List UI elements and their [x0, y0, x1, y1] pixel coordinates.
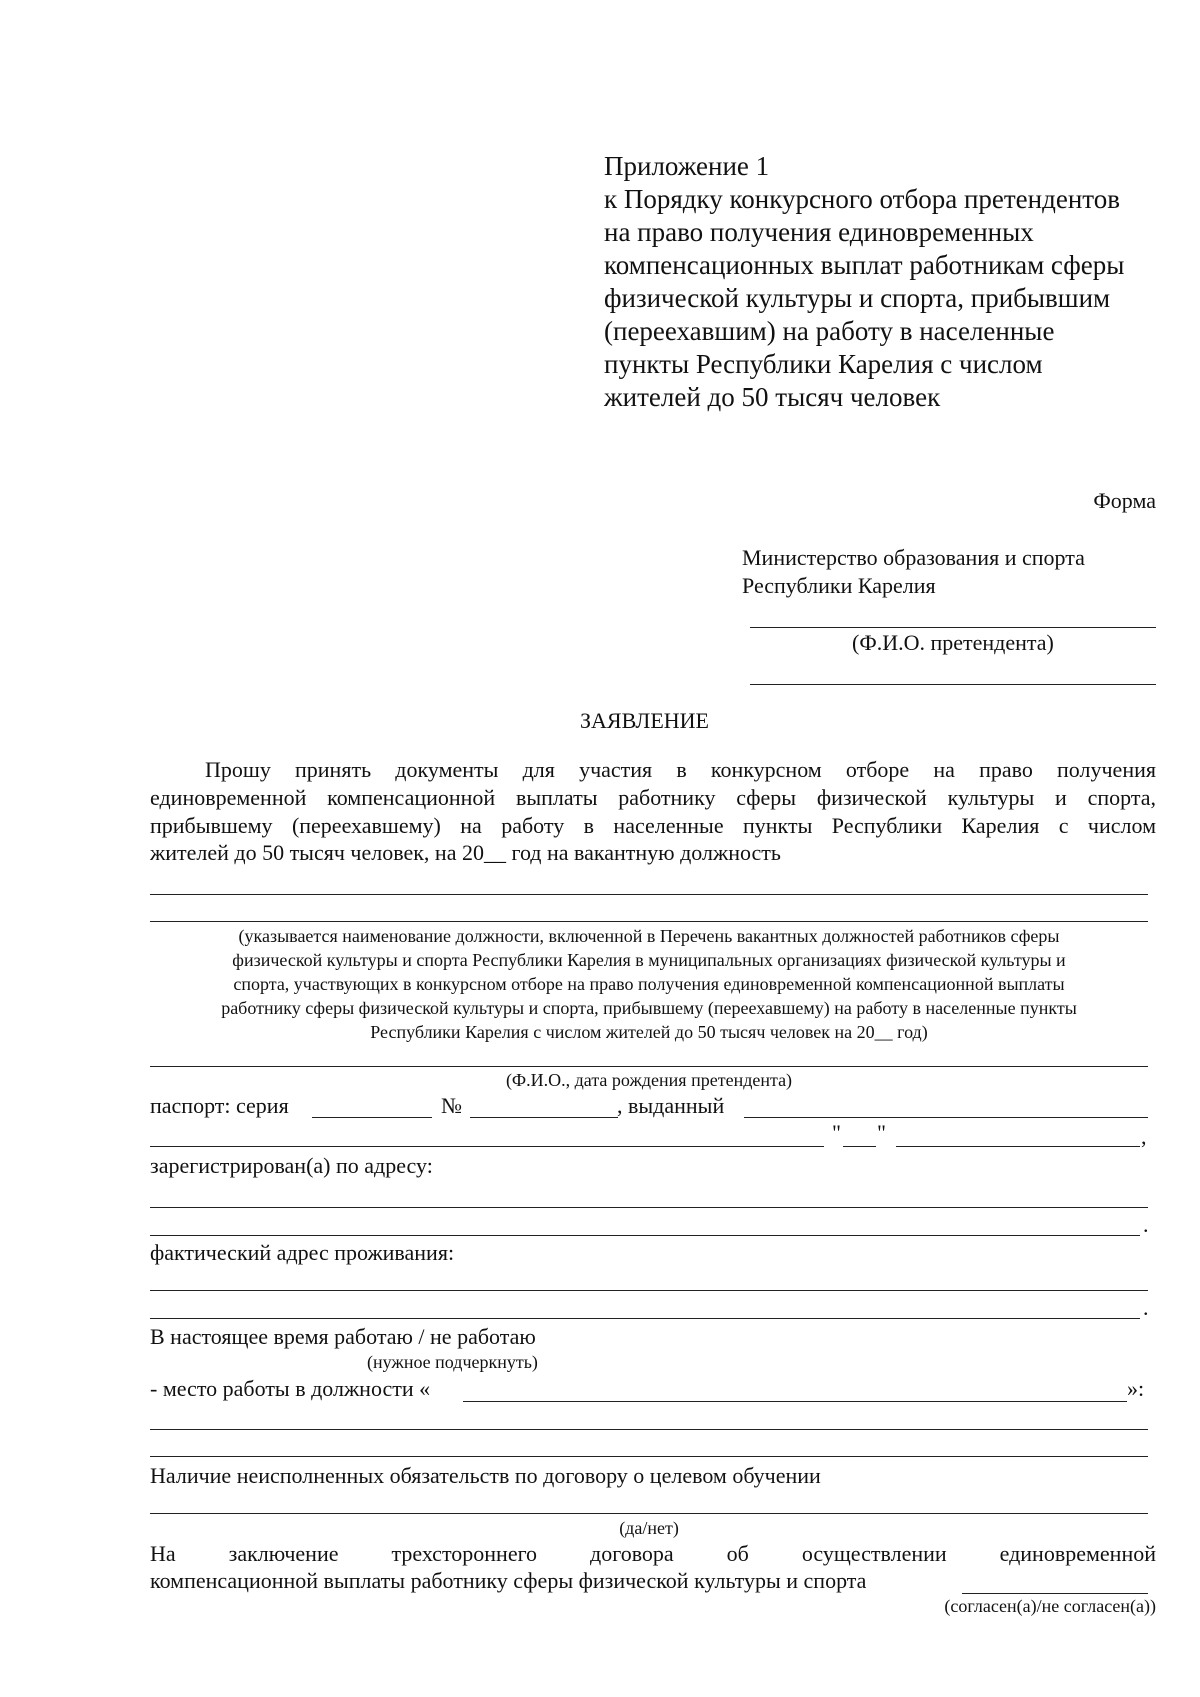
comma: ,: [1141, 1124, 1147, 1149]
fio-dob-caption: (Ф.И.О., дата рождения претендента): [505, 1070, 793, 1090]
agreement-field[interactable]: [962, 1593, 1148, 1594]
issue-day-field[interactable]: [843, 1146, 876, 1147]
underline-note: (нужное подчеркнуть): [367, 1352, 538, 1372]
position-note-line: Республики Карелия с числом жителей до 50 тысяч человек на 20__ год): [370, 1022, 928, 1042]
agreement-line-1: На заключение трехстороннего договора об осуществлении единовременной: [150, 1541, 1156, 1566]
work-status: В настоящее время работаю / не работаю: [150, 1324, 536, 1349]
appendix-line: на право получения единовременных: [604, 217, 1034, 247]
appendix-line: физической культуры и спорта, прибывшим: [604, 283, 1111, 313]
body-line-1: Прошу принять документы для участия в конкурсном отборе на право получения: [205, 757, 1156, 782]
fio-caption: (Ф.И.О. претендента): [852, 630, 1054, 655]
position-note-line: физической культуры и спорта Республики Карелия в муниципальных организациях физической культуры и: [232, 950, 1066, 970]
passport-number-field[interactable]: [470, 1117, 618, 1118]
period: .: [1143, 1295, 1149, 1320]
quote-open: ": [832, 1120, 841, 1145]
passport-issued-field-2[interactable]: [150, 1146, 824, 1147]
passport-issued-label: , выданный: [617, 1093, 725, 1118]
period: .: [1143, 1212, 1149, 1237]
actual-address-label: фактический адрес проживания:: [150, 1240, 455, 1265]
form-label: Форма: [1093, 488, 1156, 513]
appendix-line: к Порядку конкурсного отбора претендентов: [604, 184, 1120, 214]
agreement-line-2: компенсационной выплаты работнику сферы физической культуры и спорта: [150, 1568, 867, 1593]
body-line-3: прибывшему (переехавшему) на работу в населенные пункты Республики Карелия с числом: [150, 813, 1156, 838]
workplace-prefix: - место работы в должности «: [150, 1376, 431, 1401]
workplace-suffix: »:: [1127, 1376, 1145, 1401]
position-field-line-2[interactable]: [150, 921, 1148, 922]
passport-series-label: паспорт: серия: [150, 1093, 289, 1118]
obligations-field[interactable]: [150, 1513, 1148, 1514]
applicant-name-line-2[interactable]: [750, 684, 1156, 685]
workplace-line-2[interactable]: [150, 1429, 1148, 1430]
quote-close: ": [877, 1120, 886, 1145]
body-line-4: жителей до 50 тысяч человек, на 20__ год на вакантную должность: [150, 840, 781, 865]
addressee-line-1: Министерство образования и спорта: [742, 545, 1085, 570]
appendix-block: [604, 150, 1124, 414]
addressee-line-2: Республики Карелия: [742, 573, 936, 598]
registered-address-label: зарегистрирован(а) по адресу:: [150, 1153, 433, 1178]
workplace-line-3[interactable]: [150, 1456, 1148, 1457]
workplace-field[interactable]: [463, 1401, 1127, 1402]
position-note-line: спорта, участвующих в конкурсном отборе на право получения единовременной компенсационной выплаты: [233, 974, 1065, 994]
passport-series-field[interactable]: [312, 1117, 432, 1118]
passport-issued-field[interactable]: [744, 1117, 1148, 1118]
yes-no-caption: (да/нет): [619, 1518, 679, 1538]
fio-dob-field-line[interactable]: [150, 1066, 1148, 1067]
appendix-line: пункты Республики Карелия с числом: [604, 349, 1043, 379]
issue-month-year-field[interactable]: [896, 1146, 1140, 1147]
body-line-2: единовременной компенсационной выплаты работнику сферы физической культуры и спорта,: [150, 785, 1156, 810]
document-title: ЗАЯВЛЕНИЕ: [580, 708, 709, 733]
registered-address-line-1[interactable]: [150, 1207, 1148, 1208]
position-field-line-1[interactable]: [150, 894, 1148, 895]
appendix-line: Приложение 1: [604, 151, 770, 181]
registered-address-line-2[interactable]: [150, 1235, 1140, 1236]
appendix-line: компенсационных выплат работникам сферы: [604, 250, 1125, 280]
actual-address-line-2[interactable]: [150, 1318, 1140, 1319]
position-note-line: работнику сферы физической культуры и спорта, прибывшему (переехавшему) на работу в населенные пункты: [221, 998, 1077, 1018]
passport-number-label: №: [441, 1093, 462, 1118]
position-note-line: (указывается наименование должности, включенной в Перечень вакантных должностей работников сферы: [238, 926, 1060, 946]
applicant-name-line[interactable]: [750, 627, 1156, 628]
agreement-caption: (согласен(а)/не согласен(а)): [944, 1596, 1156, 1616]
actual-address-line-1[interactable]: [150, 1290, 1148, 1291]
position-note: [150, 924, 1148, 1044]
appendix-line: (переехавшим) на работу в населенные: [604, 316, 1055, 346]
obligations-label: Наличие неисполненных обязательств по договору о целевом обучении: [150, 1463, 821, 1488]
appendix-line: жителей до 50 тысяч человек: [604, 382, 941, 412]
